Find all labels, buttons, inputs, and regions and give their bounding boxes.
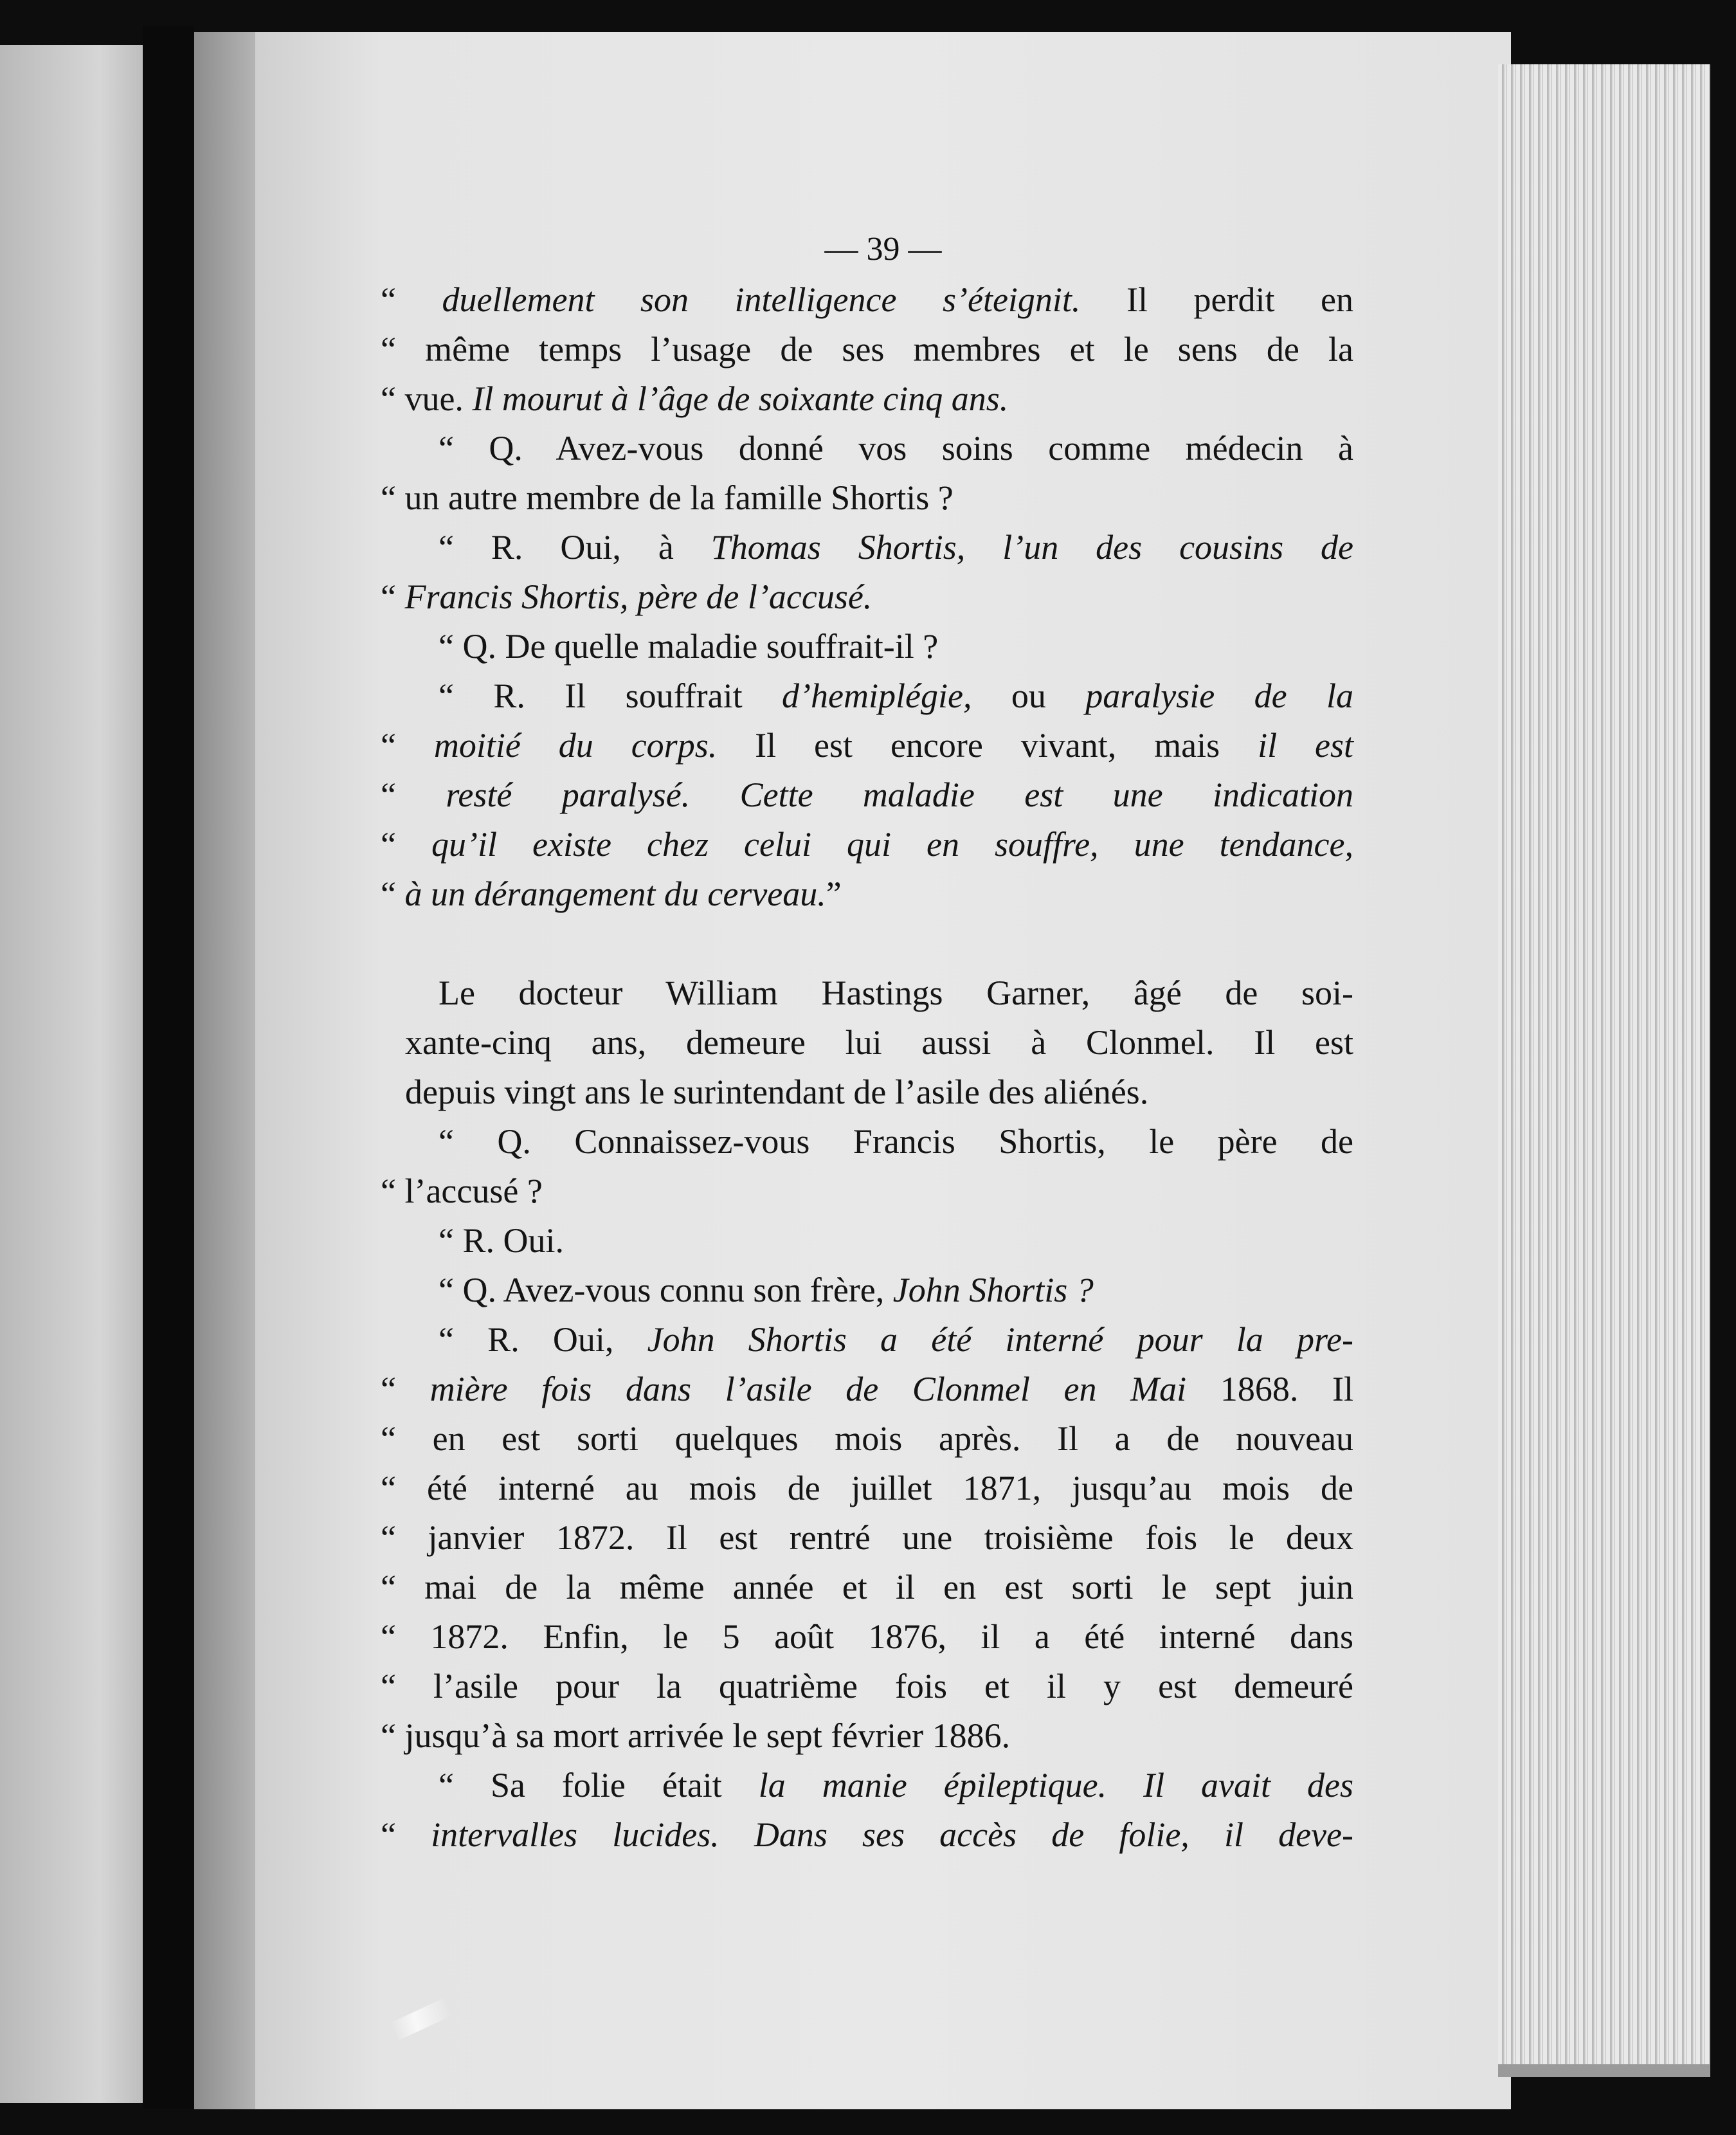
text-segment: “ Sa folie était: [439, 1766, 759, 1804]
text-line: [405, 523, 1353, 572]
gutter-shadow: [194, 32, 255, 2109]
text-segment: depuis vingt ans le surintendant de l’asile des aliénés.: [405, 1073, 1149, 1111]
text-segment: “ été interné au mois de juillet 1871, jusqu’au mois de: [381, 1469, 1353, 1507]
text-line: [405, 671, 1353, 721]
italic-segment: qu’il existe chez celui qui en souffre, une tendance,: [431, 825, 1353, 864]
text-segment: ”: [826, 875, 842, 913]
text-segment: “ vue.: [381, 379, 473, 418]
text-segment: “ jusqu’à sa mort arrivée le sept février 1886.: [381, 1716, 1011, 1755]
italic-segment: Francis Shortis, père de l’accusé.: [404, 577, 873, 616]
italic-segment: moitié du corps.: [433, 726, 718, 765]
italic-segment: mière fois dans l’asile de Clonmel en Mai: [429, 1370, 1187, 1408]
italic-segment: paralysie de la: [1085, 677, 1354, 715]
text-line: [405, 1315, 1353, 1365]
text-segment: “: [381, 875, 405, 913]
text-segment: “: [381, 825, 432, 864]
text-line: [381, 1810, 1353, 1860]
italic-segment: Thomas Shortis, l’un des cousins de: [710, 528, 1354, 567]
page-stack-edges: [1498, 64, 1710, 2071]
text-line: [381, 275, 1353, 325]
text-segment: 1868. Il: [1186, 1370, 1353, 1408]
text-segment: “ janvier 1872. Il est rentré une troisième fois le deux: [381, 1518, 1353, 1557]
text-line: [405, 968, 1353, 1018]
text-segment: “ R. Oui,: [439, 1320, 647, 1359]
text-line: [405, 1117, 1353, 1167]
text-segment: “ un autre membre de la famille Shortis ?: [381, 478, 954, 517]
text-line: [381, 1612, 1353, 1662]
italic-segment: intervalles lucides. Dans ses accès de folie, il deve-: [431, 1815, 1353, 1854]
italic-segment: Il mourut à l’âge de soixante cinq ans.: [472, 379, 1009, 418]
text-line: [405, 1761, 1353, 1810]
text-line: [405, 424, 1353, 473]
text-segment: “ même temps l’usage de ses membres et le sens de la: [381, 330, 1353, 368]
italic-segment: duellement son intelligence s’éteignit.: [442, 280, 1081, 319]
italic-segment: John Shortis ?: [892, 1271, 1094, 1309]
text-segment: “: [381, 577, 405, 616]
text-segment: “: [381, 1815, 431, 1854]
text-segment: “: [381, 776, 446, 814]
paragraph-gap: [405, 919, 1353, 968]
italic-segment: à un dérangement du cerveau.: [404, 875, 826, 913]
text-segment: ou: [972, 677, 1086, 715]
text-segment: “ Q. De quelle maladie souffrait-il ?: [439, 627, 939, 666]
text-segment: “: [381, 280, 442, 319]
text-segment: “: [381, 1370, 430, 1408]
text-line: [381, 1563, 1353, 1612]
text-line: [381, 770, 1353, 820]
text-segment: Le docteur William Hastings Garner, âgé de soi-: [439, 974, 1353, 1012]
text-segment: “ R. Oui, à: [439, 528, 711, 567]
text-line: [381, 1662, 1353, 1711]
text-line: [405, 1216, 1353, 1266]
text-line: [405, 1266, 1353, 1315]
text-line: [405, 622, 1353, 671]
text-line: [381, 473, 1353, 523]
italic-segment: d’hemiplégie,: [782, 677, 972, 715]
book-gutter: [143, 26, 194, 2109]
text-line: [381, 374, 1353, 424]
italic-segment: resté paralysé. Cette maladie est une indication: [446, 776, 1353, 814]
page-stack-bottom: [1498, 2064, 1710, 2077]
text-segment: “ mai de la même année et il en est sorti le sept juin: [381, 1568, 1353, 1606]
text-segment: “ l’asile pour la quatrième fois et il y est demeuré: [381, 1667, 1353, 1705]
text-segment: “ Q. Connaissez-vous Francis Shortis, le père de: [439, 1122, 1353, 1161]
italic-segment: la manie épileptique. Il avait des: [758, 1766, 1353, 1804]
page-number: — 39 —: [824, 231, 942, 268]
body-text: [381, 275, 1354, 1860]
text-line: [405, 1018, 1353, 1068]
text-segment: “: [381, 726, 434, 765]
text-line: [381, 1414, 1353, 1464]
text-segment: “ 1872. Enfin, le 5 août 1876, il a été interné dans: [381, 1617, 1353, 1656]
text-line: [381, 1464, 1353, 1513]
previous-page-edge: [0, 45, 143, 2103]
text-line: [381, 572, 1353, 622]
text-segment: “ R. Oui.: [439, 1221, 564, 1260]
text-line: [381, 1167, 1353, 1216]
text-line: [381, 820, 1353, 869]
text-segment: Il est encore vivant, mais: [717, 726, 1258, 765]
text-line: [405, 1068, 1353, 1117]
text-segment: Il perdit en: [1080, 280, 1353, 319]
text-segment: “ R. Il souffrait: [439, 677, 782, 715]
text-line: [381, 1711, 1353, 1761]
text-line: [381, 869, 1353, 919]
text-line: [381, 1365, 1353, 1414]
text-segment: “ Q. Avez-vous donné vos soins comme médecin à: [439, 429, 1353, 468]
text-line: [381, 325, 1353, 374]
text-line: [381, 721, 1353, 770]
text-segment: xante-cinq ans, demeure lui aussi à Clonmel. Il est: [405, 1023, 1353, 1062]
italic-segment: il est: [1258, 726, 1353, 765]
text-segment: “ l’accusé ?: [381, 1172, 543, 1210]
italic-segment: John Shortis a été interné pour la pre-: [647, 1320, 1353, 1359]
text-line: [381, 1513, 1353, 1563]
text-segment: “ Q. Avez-vous connu son frère,: [439, 1271, 893, 1309]
text-segment: “ en est sorti quelques mois après. Il a de nouveau: [381, 1419, 1353, 1458]
